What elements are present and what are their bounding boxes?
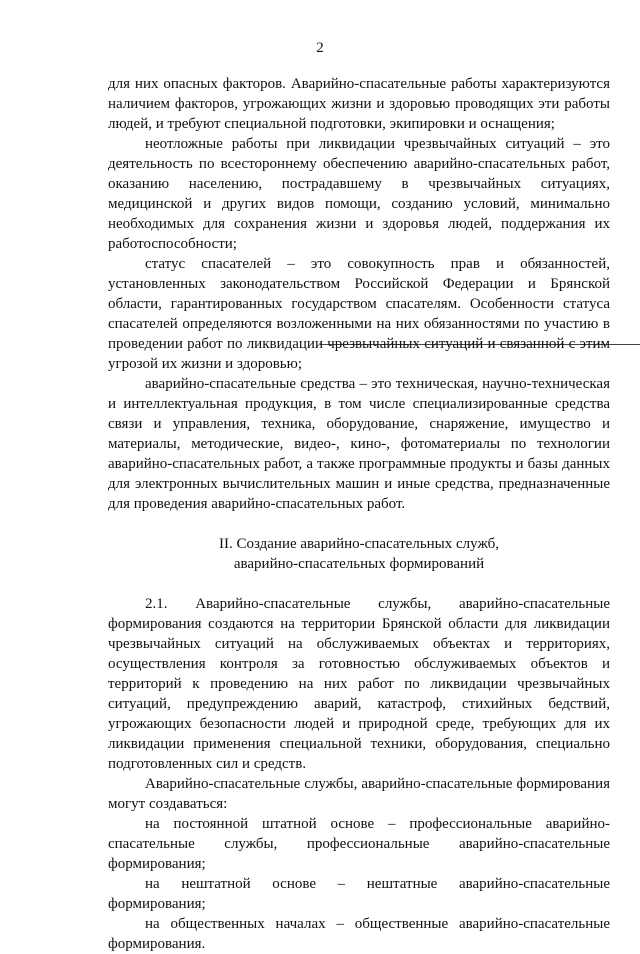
page-number: 2 (316, 40, 324, 56)
document-body (108, 74, 610, 954)
paragraph: на постоянной штатной основе – профессиональные аварийно-спасательные службы, профессиональные аварийно-спасательные формирования; (108, 816, 610, 872)
paragraph: для них опасных факторов. Аварийно-спасательные работы характеризуются наличием факторов, угрожающих жизни и здоровью проводящих эти работы людей, и требуют специальной подготовки, экипировки и оснащения; (108, 76, 610, 132)
section-heading-line: II. Создание аварийно-спасательных служб, (218, 536, 500, 552)
paragraph: аварийно-спасательные средства – это техническая, научно-техническая и интеллектуальная продукция, в том числе специализированные средства связи и управления, техника, оборудование, снаряжение, имущество и материалы, методические, видео-, кино-, фотоматериалы по технологии аварийно-спасательных работ, а также программные продукты и базы данных для электронных вычислительных машин и иные средства, предназначенные для проведения аварийно-спасательных работ. (108, 376, 610, 512)
paragraph: на нештатной основе – нештатные аварийно-спасательные формирования; (108, 876, 610, 912)
paragraph: статус спасателей – это совокупность прав и обязанностей, установленных законодательством Российской Федерации и Брянской области, гарантированных государством спасателям. Особенности статуса спасателей определяются возложенными на них обязанностями по участию в проведении работ по ликвидации чрезвычайных ситуаций и связанной с этим угрозой их жизни и здоровью; (108, 256, 610, 372)
paragraph: Аварийно-спасательные службы, аварийно-спасательные формирования могут создаваться: (108, 776, 610, 812)
paragraph: на общественных началах – общественные аварийно-спасательные формирования. (108, 916, 610, 952)
section-heading (108, 534, 610, 574)
paragraph: неотложные работы при ликвидации чрезвычайных ситуаций – это деятельность по всестороннему обеспечению аварийно-спасательных работ, оказанию населению, пострадавшему в чрезвычайных ситуациях, медицинской и других видов помощи, созданию условий, минимально необходимых для сохранения жизни и здоровья людей, поддержания их работоспособности; (108, 136, 610, 252)
section-heading-line: аварийно-спасательных формирований (233, 556, 485, 572)
paragraph: 2.1. Аварийно-спасательные службы, аварийно-спасательные формирования создаются на территории Брянской области для ликвидации чрезвычайных ситуаций на обслуживаемых объектах и территориях, осуществления контроля за готовностью обслуживаемых объектов и территорий к проведению на них работ по ликвидации чрезвычайных ситуаций, предупреждению аварий, катастроф, стихийных бедствий, угрожающих безопасности людей и природной среде, требующих для их ликвидации применения специальной техники, оборудования, специально подготовленных сил и средств. (108, 596, 610, 772)
